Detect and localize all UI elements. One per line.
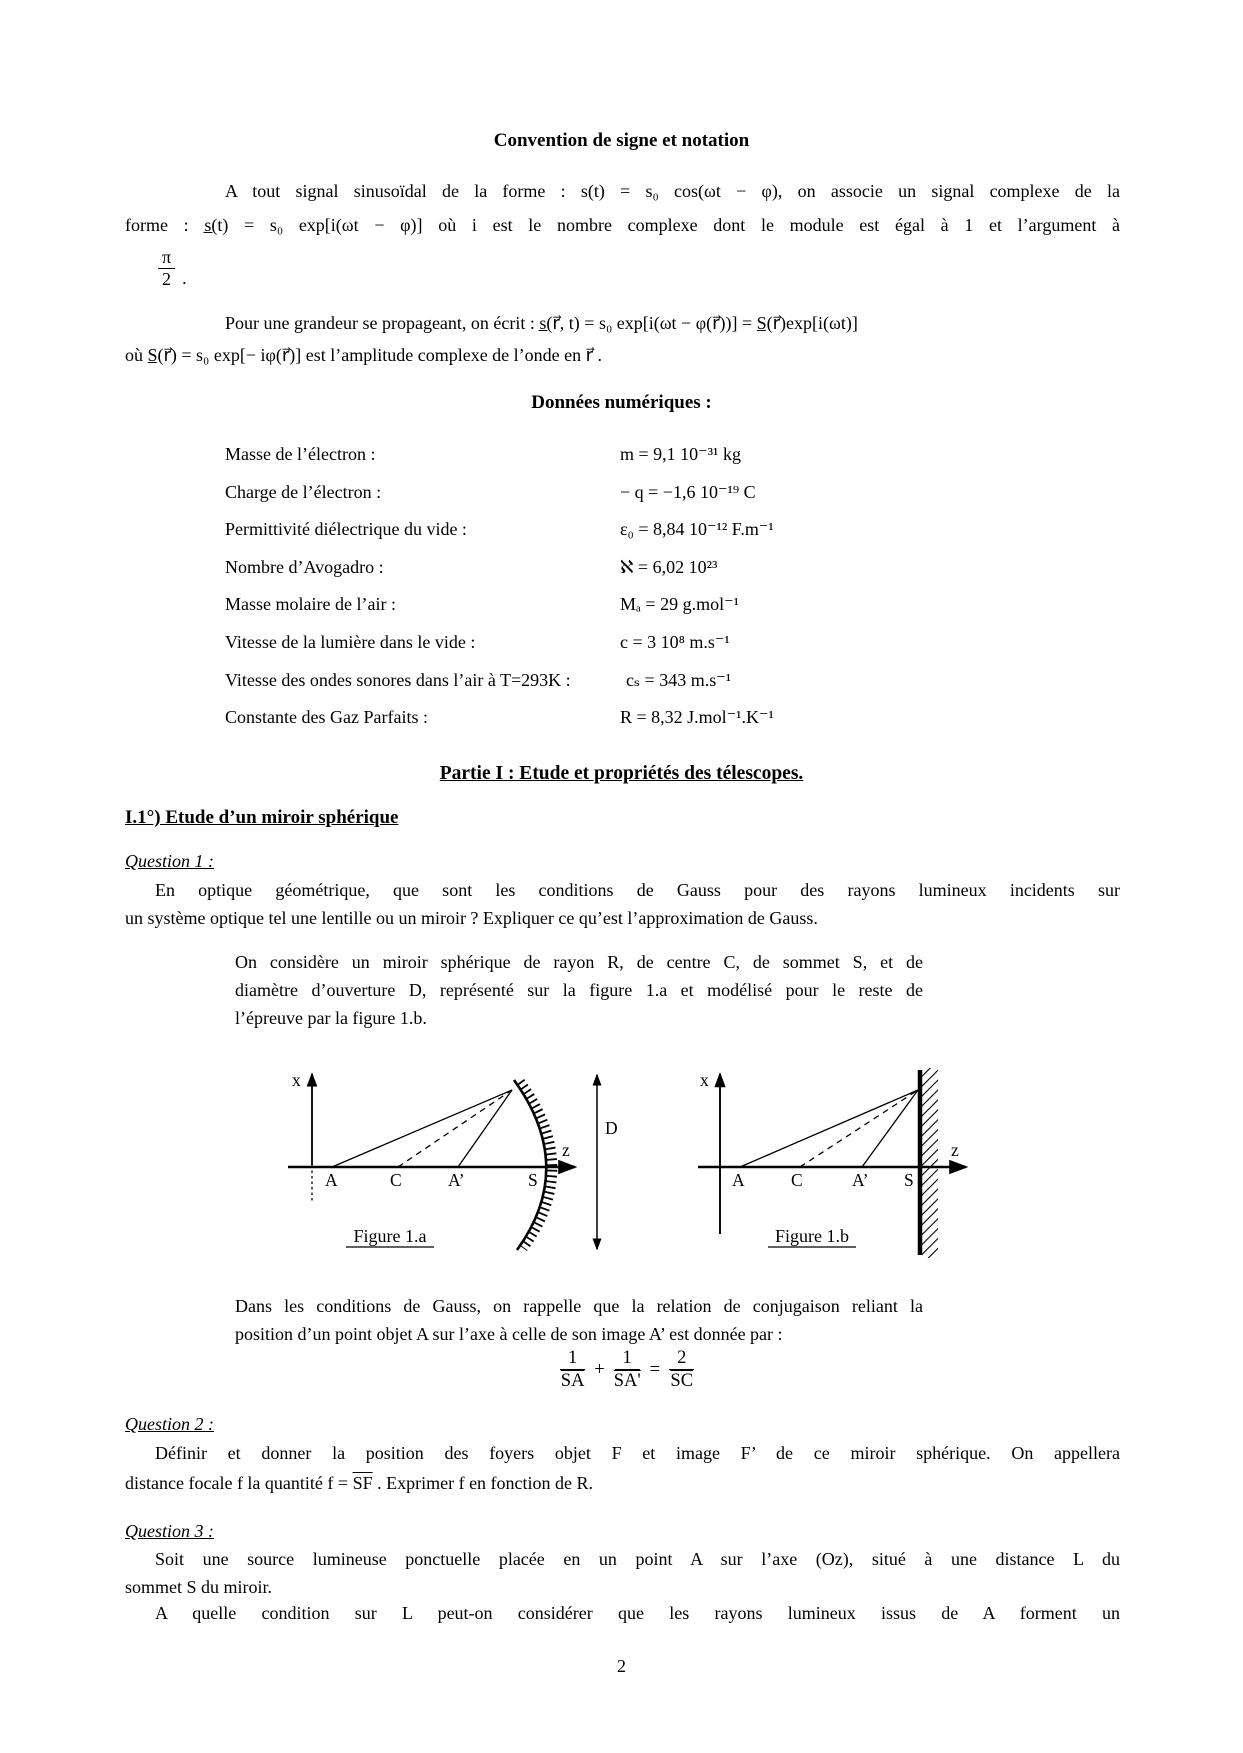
fig-b-point-C: C bbox=[791, 1170, 803, 1190]
fig-a-point-A: A bbox=[325, 1170, 338, 1190]
part1-title: Partie I : Etude et propriétés des télescopes. bbox=[439, 763, 804, 784]
question3-line3: A quelle condition sur L peut-on considérer que les rayons lumineux issus de A forment un bbox=[155, 1603, 1120, 1623]
pi-numerator: π bbox=[158, 247, 175, 269]
question1-heading: Question 1 : bbox=[125, 851, 214, 871]
eq-equals: = bbox=[649, 1359, 661, 1380]
fig-b-x-axis-label: x bbox=[700, 1070, 709, 1090]
data-label: Masse molaire de l’air : bbox=[225, 594, 396, 615]
table-row bbox=[225, 670, 1145, 708]
eq-den1: $\overline{SA}$ bbox=[560, 1371, 585, 1392]
figure-1a-spherical-mirror-diagram bbox=[280, 1062, 620, 1262]
gauss-line1: Dans les conditions de Gauss, on rappelle que la relation de conjugaison reliant la bbox=[235, 1296, 923, 1316]
fig-a-point-A-prime: A’ bbox=[448, 1170, 465, 1190]
fig-b-point-A: A bbox=[732, 1170, 745, 1190]
convention-line3: Pour une grandeur se propageant, on écrit : s̲(r⃗, t) = s₀ exp[i(ωt − φ(r⃗))] = S̲(r⃗)exp[i(ωt)] bbox=[225, 313, 858, 333]
data-label: Vitesse des ondes sonores dans l’air à T=293K : bbox=[225, 669, 571, 690]
fig-a-x-axis-label: x bbox=[292, 1070, 301, 1090]
data-value: − q = −1,6 10⁻¹⁹ C bbox=[620, 481, 756, 502]
fig-a-point-S: S bbox=[528, 1170, 538, 1190]
convention-line4: où S̲(r⃗) = s₀ exp[− iφ(r⃗)] est l’amplitude complexe de l’onde en r⃗ . bbox=[125, 345, 603, 365]
question2-line2 bbox=[125, 1472, 593, 1495]
fig-b-ray-from-C-dashed bbox=[800, 1090, 918, 1167]
question2-line2-post: . Exprimer f en fonction de R. bbox=[372, 1473, 594, 1493]
data-label: Nombre d’Avogadro : bbox=[225, 556, 384, 577]
focal-distance-SF-overline: $\overline{SF}$ bbox=[352, 1473, 373, 1493]
section-1-1-title: I.1°) Etude d’un miroir sphérique bbox=[125, 807, 399, 828]
mirror-intro-line3: l’épreuve par la figure 1.b. bbox=[235, 1008, 427, 1028]
fig-b-caption: Figure 1.b bbox=[775, 1226, 849, 1246]
fig-a-z-axis-label: z bbox=[562, 1140, 570, 1160]
question3-line1: Soit une source lumineuse ponctuelle placée en un point A sur l’axe (Oz), situé à une distance L du bbox=[155, 1549, 1120, 1569]
convention-title: Convention de signe et notation bbox=[493, 130, 750, 151]
fig-b-z-axis-label: z bbox=[951, 1140, 959, 1160]
conjugation-equation bbox=[560, 1347, 694, 1393]
data-table bbox=[225, 444, 1145, 745]
question2-line1: Définir et donner la position des foyers objet F et image F’ de ce miroir sphérique. On appellera bbox=[155, 1443, 1120, 1463]
data-value: m = 9,1 10⁻³¹ kg bbox=[620, 444, 741, 464]
fig-a-mirror-arc bbox=[514, 1080, 546, 1250]
data-value: ℵ = 6,02 10²³ bbox=[620, 556, 718, 577]
table-row bbox=[225, 707, 1145, 745]
data-value: Mₐ = 29 g.mol⁻¹ bbox=[620, 594, 739, 615]
mirror-intro-line2: diamètre d’ouverture D, représenté sur la figure 1.a et modélisé pour le reste de bbox=[235, 980, 923, 1000]
question3-line2: sommet S du miroir. bbox=[125, 1577, 273, 1597]
page-number: 2 bbox=[617, 1656, 626, 1676]
table-row bbox=[225, 519, 1145, 557]
table-row bbox=[225, 632, 1145, 670]
convention-line2: forme : s̲(t) = s₀ exp[i(ωt − φ)] où i est le nombre complexe dont le module est égal à 1 et l’argument à bbox=[125, 215, 1120, 235]
question2-line2-pre: distance focale f la quantité f = bbox=[125, 1473, 353, 1493]
pi-over-2-fraction bbox=[158, 247, 187, 289]
eq-den2: SA' bbox=[613, 1371, 641, 1392]
question1-line2: un système optique tel une lentille ou un miroir ? Expliquer ce qu’est l’approximation de Gauss. bbox=[125, 908, 818, 928]
data-label: Constante des Gaz Parfaits : bbox=[225, 707, 428, 728]
fig-b-ray-from-A bbox=[740, 1090, 918, 1167]
table-row bbox=[225, 444, 1145, 482]
data-value: R = 8,32 J.mol⁻¹.K⁻¹ bbox=[620, 707, 774, 728]
fig-b-point-A-prime: A’ bbox=[852, 1170, 869, 1190]
data-value: cₛ = 343 m.s⁻¹ bbox=[626, 669, 732, 690]
gauss-line2: position d’un point objet A sur l’axe à celle de son image A’ est donnée par : bbox=[235, 1324, 783, 1344]
data-value: c = 3 10⁸ m.s⁻¹ bbox=[620, 631, 730, 652]
fig-a-diameter-label: D bbox=[605, 1118, 618, 1138]
fig-b-point-S: S bbox=[904, 1170, 914, 1190]
convention-line1: A tout signal sinusoïdal de la forme : s(t) = s₀ cos(ωt − φ), on associe un signal complexe de la bbox=[225, 181, 1120, 201]
mirror-intro-line1: On considère un miroir sphérique de rayon R, de centre C, de sommet S, et de bbox=[235, 952, 923, 972]
data-label: Vitesse de la lumière dans le vide : bbox=[225, 631, 476, 652]
data-section-title: Données numériques : bbox=[531, 392, 712, 413]
table-row bbox=[225, 594, 1145, 632]
fig-a-point-C: C bbox=[390, 1170, 402, 1190]
table-row bbox=[225, 482, 1145, 520]
pi-denominator: 2 bbox=[162, 268, 172, 289]
table-row bbox=[225, 557, 1145, 595]
data-label: Charge de l’électron : bbox=[225, 481, 382, 502]
fig-b-mirror-hatching bbox=[922, 1068, 938, 1258]
data-label: Permittivité diélectrique du vide : bbox=[225, 519, 467, 540]
question2-heading: Question 2 : bbox=[125, 1414, 214, 1434]
fig-a-caption: Figure 1.a bbox=[353, 1226, 427, 1246]
pi-period: . bbox=[182, 268, 187, 289]
eq-num3: 2 bbox=[669, 1347, 694, 1370]
eq-num1: 1 bbox=[560, 1347, 585, 1370]
figure-1b-plane-mirror-diagram bbox=[688, 1062, 988, 1262]
eq-num2: 1 bbox=[615, 1347, 640, 1370]
eq-plus: + bbox=[594, 1359, 605, 1380]
fig-a-ray-from-C-dashed bbox=[398, 1090, 512, 1167]
eq-den3: SC bbox=[670, 1371, 694, 1392]
question1-line1: En optique géométrique, que sont les conditions de Gauss pour des rayons lumineux incidents sur bbox=[155, 880, 1120, 900]
data-label: Masse de l’électron : bbox=[225, 444, 376, 464]
data-value: ε₀ = 8,84 10⁻¹² F.m⁻¹ bbox=[620, 519, 774, 540]
question3-heading: Question 3 : bbox=[125, 1521, 214, 1541]
